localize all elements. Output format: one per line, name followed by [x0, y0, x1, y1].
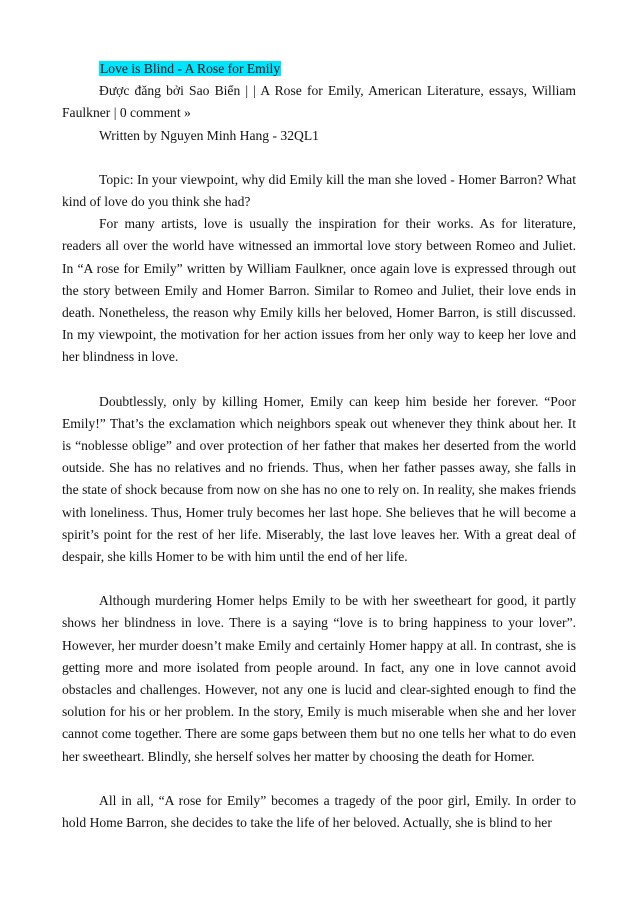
spacer	[62, 147, 576, 169]
paragraph-1: For many artists, love is usually the inspiration for their works. As for literature, readers all over the world have witnessed an immortal love story between Romeo and Juliet. In “A rose for Emily” written by William Faulkner, once again love is expressed through out the story between Emily and Homer Barron. Similar to Romeo and Juliet, their love ends in death. Nonetheless, the reason why Emily kills her beloved, Homer Barron, is still discussed. In my viewpoint, the motivation for her action issues from her only way to keep her love and her blindness in love.	[62, 216, 576, 365]
spacer	[62, 369, 576, 391]
paragraph-3: Although murdering Homer helps Emily to be with her sweetheart for good, it partly shows her blindness in love. There is a saying “love is to bring happiness to your lover”. However, her murder doesn’t make Emily and certainly Homer happy at all. In contrast, she is getting more and more isolated from people around. In fact, any one in love cannot avoid obstacles and challenges. However, not any one is lucid and clear-sighted enough to find the solution for his or her problem. In the story, Emily is much miserable when she and her lover cannot come together. There are some gaps between them but no one tells her what to do even her sweetheart. Blindly, she herself solves her matter by choosing the death for Homer.	[62, 593, 576, 764]
paragraph-2: Doubtlessly, only by killing Homer, Emily can keep him beside her forever. “Poor Emily!” That’s the exclamation which neighbors speak out whenever they think about her. It is “noblesse oblige” and over protection of her father that makes her deserted from the world outside. She has no relatives and no friends. Thus, when her father passes away, she falls in the state of shock because from now on she has no one to rely on. In reality, she makes friends with loneliness. Thus, Homer truly becomes her last hope. She believes that he will become a spirit’s point for the rest of her life. Miserably, the last love leaves her. With a great deal of despair, she kills Homer to be with him until the end of her life.	[62, 393, 576, 565]
byline: Được đăng bởi Sao Biển | | A Rose for Emily, American Literature, essays, William Faulkner | 0 comment »	[62, 83, 576, 121]
document-title: Love is Blind - A Rose for Emily	[100, 61, 281, 76]
title-line	[62, 58, 576, 80]
author-line: Written by Nguyen Minh Hang - 32QL1	[99, 127, 319, 143]
spacer	[62, 568, 576, 590]
topic-paragraph: Topic: In your viewpoint, why did Emily kill the man she loved - Homer Barron? What kind of love do you think she had?	[62, 171, 576, 210]
document-page	[62, 58, 576, 834]
spacer	[62, 768, 576, 790]
paragraph-4: All in all, “A rose for Emily” becomes a tragedy of the poor girl, Emily. In order to hold Home Barron, she decides to take the life of her beloved. Actually, she is blind to her	[62, 792, 576, 831]
